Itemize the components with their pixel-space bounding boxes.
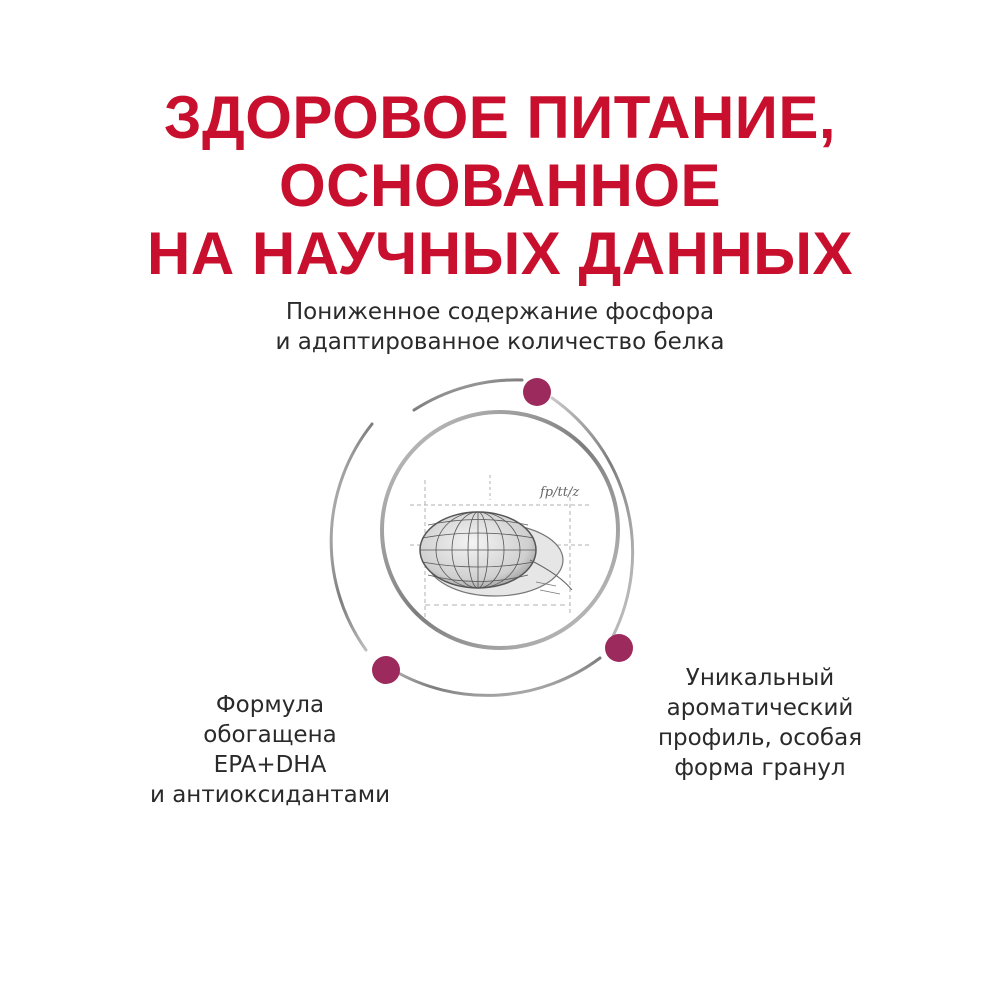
benefit-text: профиль, особая [657,725,863,751]
benefit-text: форма гранул [674,755,846,781]
benefit-dot-right [605,634,633,662]
title-line-2: НА НАУЧНЫХ ДАННЫХ [147,220,853,287]
benefit-dot-left [372,656,400,684]
benefit-dot-top [523,378,551,406]
benefit-text: EPA+DHA [213,752,327,778]
kibble-sketch-icon [410,475,590,620]
benefit-text: и адаптированное количество белка [275,329,725,355]
benefit-text: Уникальный [685,665,835,691]
benefit-text: обогащена [203,722,337,748]
benefit-text: ароматический [666,695,854,721]
sketch-note: fp/tt/z [540,485,580,500]
benefit-phosphorus [220,297,780,357]
benefit-text: Формула [215,692,325,718]
benefit-aroma [610,663,910,783]
title-line-1: ЗДОРОВОЕ ПИТАНИЕ, ОСНОВАННОЕ [163,84,837,219]
benefit-text: Пониженное содержание фосфора [285,299,715,325]
benefit-text: и антиоксидантами [149,782,391,808]
benefit-epa-dha [130,690,410,810]
